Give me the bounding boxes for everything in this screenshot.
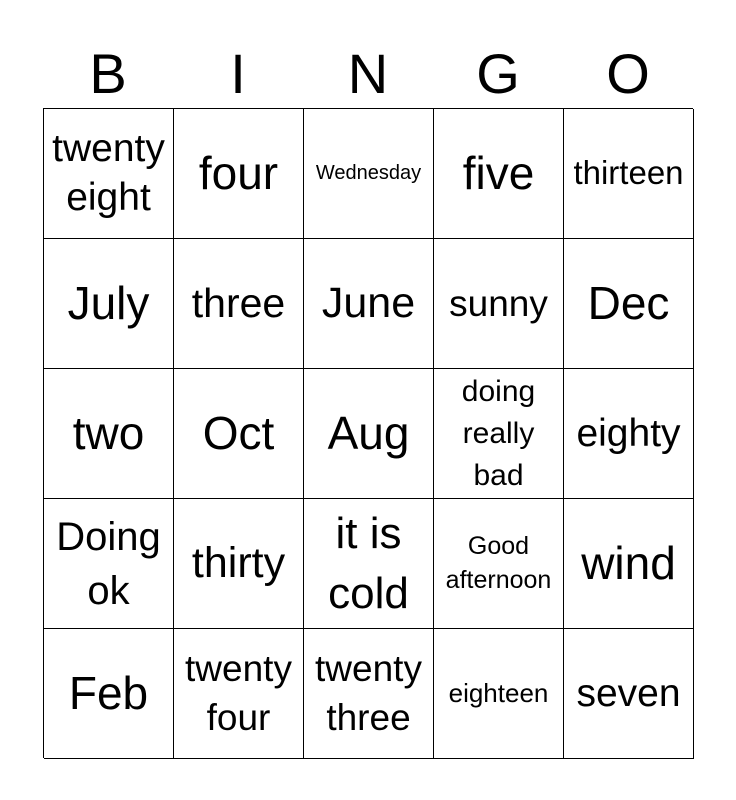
cell-label: Feb: [68, 666, 149, 719]
header-letter-n: N: [347, 42, 389, 105]
bingo-cell[interactable]: [174, 109, 304, 239]
cell-label: five: [462, 146, 535, 199]
bingo-cell[interactable]: [44, 629, 174, 759]
cell-label: twenty eight: [52, 126, 165, 219]
bingo-cell[interactable]: [44, 109, 174, 239]
cell-label: Aug: [327, 406, 410, 459]
bingo-cell[interactable]: [434, 499, 564, 629]
cell-label: July: [67, 276, 150, 329]
bingo-cell[interactable]: [174, 629, 304, 759]
bingo-cell[interactable]: [304, 499, 434, 629]
cell-label: it is cold: [328, 509, 409, 618]
bingo-cell[interactable]: [304, 109, 434, 239]
bingo-cell[interactable]: [564, 629, 694, 759]
cell-label: Dec: [587, 276, 670, 329]
cell-label: wind: [581, 536, 676, 589]
bingo-cell[interactable]: [44, 499, 174, 629]
cell-label: doing really bad: [461, 374, 536, 492]
cell-label: sunny: [449, 282, 548, 324]
header-letter-b: B: [89, 42, 127, 105]
bingo-cell[interactable]: [434, 369, 564, 499]
cell-label: June: [321, 279, 416, 328]
bingo-cell[interactable]: [564, 499, 694, 629]
cell-label: eighty: [576, 411, 681, 455]
bingo-cell[interactable]: [44, 239, 174, 369]
bingo-cell[interactable]: [434, 109, 564, 239]
bingo-cell[interactable]: [174, 239, 304, 369]
bingo-cell[interactable]: [44, 369, 174, 499]
cell-label: thirty: [191, 539, 286, 588]
cell-label: three: [191, 279, 286, 326]
cell-label: Doing ok: [56, 514, 161, 613]
bingo-cell[interactable]: [564, 369, 694, 499]
header-letter-g: G: [476, 42, 520, 105]
cell-label: four: [198, 146, 279, 199]
cell-label: Wednesday: [315, 162, 422, 185]
bingo-header: [43, 40, 693, 108]
cell-label: thirteen: [573, 154, 684, 192]
bingo-board: [43, 108, 693, 758]
bingo-cell[interactable]: [304, 239, 434, 369]
header-letter-o: O: [606, 42, 650, 105]
cell-label: eighteen: [448, 677, 549, 708]
bingo-cell[interactable]: [434, 239, 564, 369]
cell-label: seven: [576, 671, 681, 715]
bingo-cell[interactable]: [434, 629, 564, 759]
cell-label: two: [72, 406, 145, 459]
bingo-cell[interactable]: [174, 369, 304, 499]
bingo-cell[interactable]: [564, 239, 694, 369]
cell-label: Good afternoon: [445, 531, 552, 594]
bingo-cell[interactable]: [304, 629, 434, 759]
cell-label: twenty three: [315, 648, 422, 738]
bingo-cell[interactable]: [304, 369, 434, 499]
header-letter-i: I: [230, 42, 246, 105]
cell-label: Oct: [202, 406, 275, 459]
cell-label: twenty four: [185, 648, 292, 738]
bingo-cell[interactable]: [564, 109, 694, 239]
bingo-cell[interactable]: [174, 499, 304, 629]
